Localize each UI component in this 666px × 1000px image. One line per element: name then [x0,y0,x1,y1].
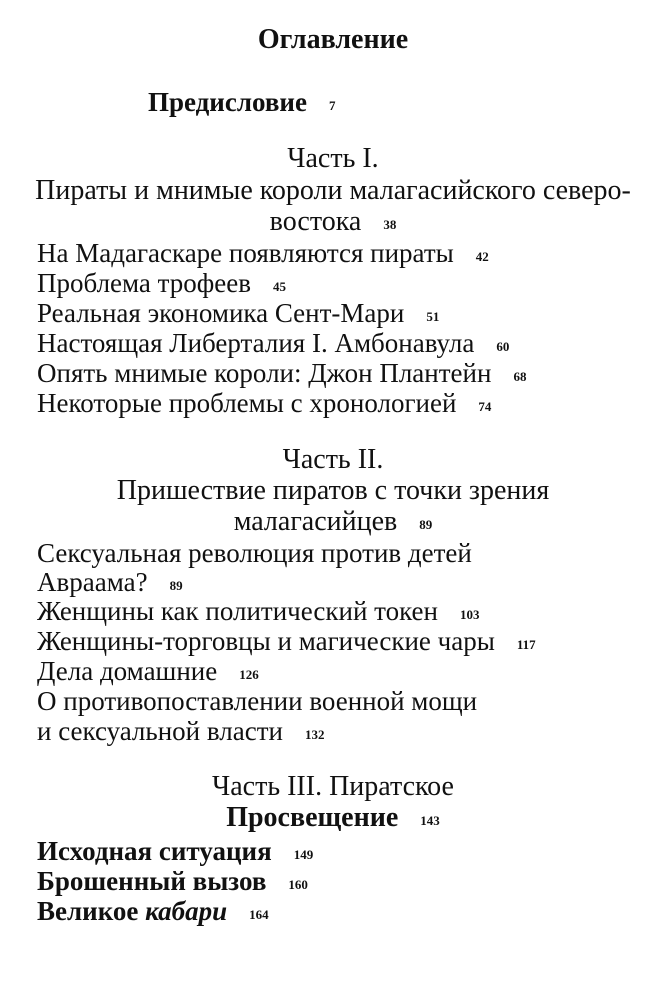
toc-entry [37,895,269,931]
part2-subtitle-line1: Пришествие пиратов с точки зрения [116,475,550,506]
entry-label: Предисловие [148,87,307,117]
entry-label: Женщины-торговцы и магические чары [37,626,495,656]
page-number: 38 [383,217,397,232]
page-number: 117 [516,637,536,652]
entry-label: Великое [37,896,139,926]
entry-label: и сексуальной власти [37,716,283,746]
entry-label-italic: кабари [145,896,228,926]
page-number: 60 [496,339,510,354]
page-number: 89 [419,517,433,532]
page-number: 89 [169,578,183,593]
page-number: 68 [513,369,527,384]
part3-heading-line1: Часть III. Пиратское [212,771,454,802]
page-number: 126 [239,667,259,682]
page-number: 160 [288,877,308,892]
part2-heading: Часть II. [282,444,384,475]
entry-label: Опять мнимые короли: Джон Плантейн [37,358,492,388]
entry-label: На Мадагаскаре появляются пираты [37,238,454,268]
page-number: 132 [304,727,325,742]
entry-label: Проблема трофеев [37,268,251,298]
page-number: 42 [475,249,489,264]
entry-label: Авраама? [37,567,148,597]
entry-label: Исходная ситуация [37,836,272,866]
page-number: 149 [293,847,314,862]
entry-label: Некоторые проблемы с хронологией [37,388,457,418]
page-number: 51 [426,309,440,324]
part1-heading: Часть I. [287,143,379,174]
entry-label: Брошенный вызов [37,866,267,896]
entry-label: Женщины как политический токен [37,596,438,626]
page-number: 45 [273,279,286,294]
entry-label: О противопоставлении военной мощи [37,686,478,716]
part1-subtitle-line2: востока 38 [269,206,397,237]
toc-entry [37,387,491,423]
page-number: 103 [459,607,480,622]
toc-entry [37,685,477,717]
page-number: 143 [420,813,440,828]
toc-entry [37,537,472,569]
entry-label: Реальная экономика Сент-Мари [37,298,405,328]
page-number: 74 [478,399,492,414]
entry-label: Дела домашние [37,656,218,686]
toc-entry-preface [148,86,335,122]
part2-subtitle-line2: малагасийцев 89 [233,506,433,537]
page-number: 164 [249,907,269,922]
page-number: 7 [328,98,336,113]
toc-entry-continued [37,715,324,751]
entry-label: Настоящая Либерталия I. Амбонавула [37,328,475,358]
part1-subtitle-line1: Пираты и мнимые короли малагасийского северо- [35,175,631,206]
page-title: Оглавление [257,24,409,55]
entry-label: Сексуальная революция против детей [37,538,472,568]
part3-heading-line2: Просвещение 143 [226,802,440,833]
